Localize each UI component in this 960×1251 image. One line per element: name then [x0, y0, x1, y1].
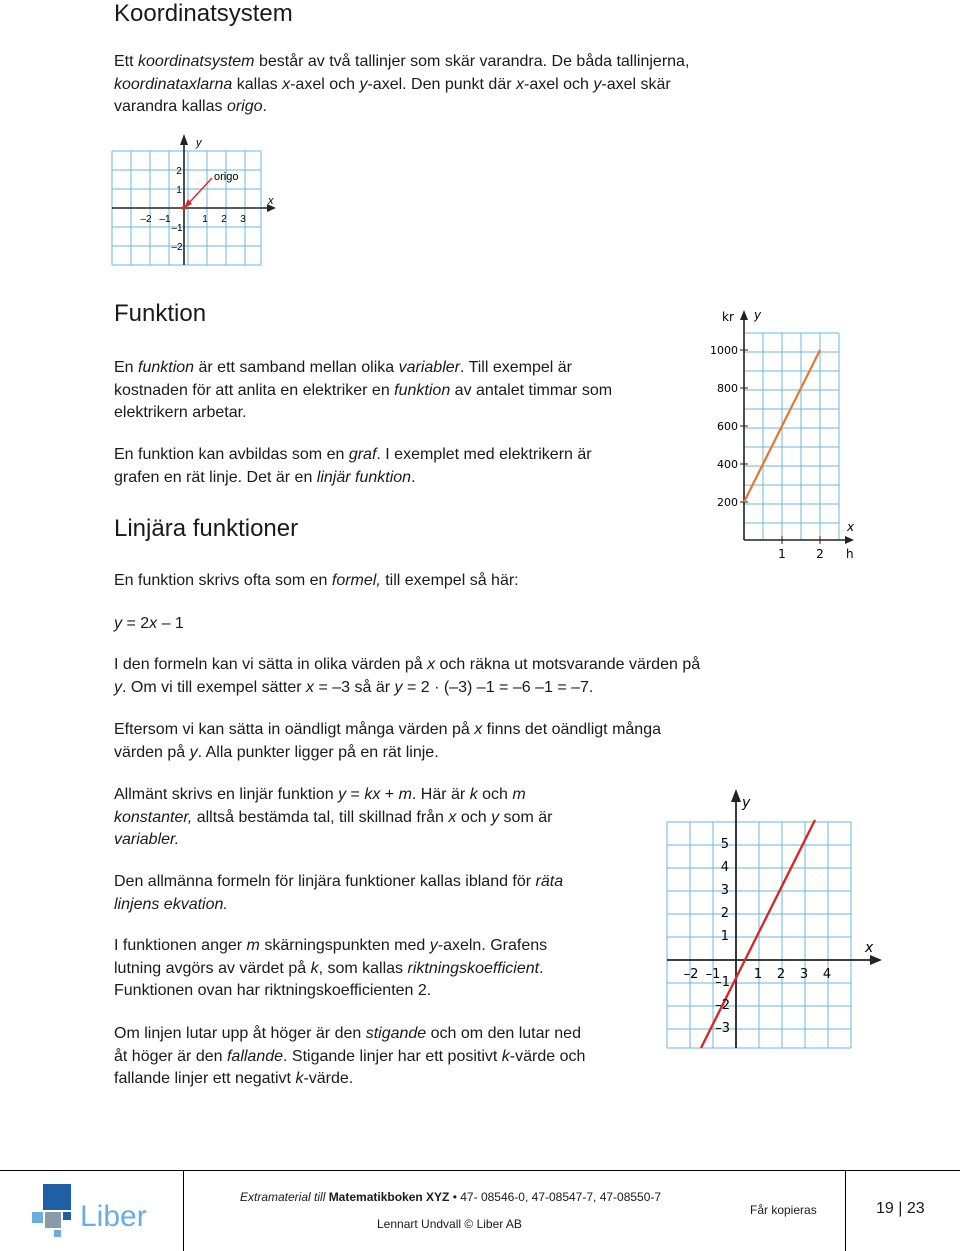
- linear-function-graph: [660, 775, 890, 1060]
- logo-square-icon: [45, 1212, 61, 1228]
- y-axis-label: y: [754, 308, 762, 322]
- x-tick: 2: [776, 967, 786, 982]
- logo-square-icon: [63, 1212, 71, 1220]
- x-tick: 4: [822, 967, 832, 982]
- x-axis-label: x: [268, 195, 274, 207]
- intro-paragraph: Ett koordinatsystem består av två tallinjer som skär varandra. De båda tallinjerna, koordinataxlarna kallas x-axel och y-axel. Den punkt där x-axel och y-axel skär varandra kallas origo.: [114, 53, 690, 115]
- footer-divider: [183, 1170, 184, 1251]
- x-axis-label: x: [847, 520, 855, 534]
- funktion-paragraph-1: En funktion är ett samband mellan olika variabler. Till exempel är kostnaden för att anlita en elektriker en funktion av antalet timmar som elektrikern arbetar.: [114, 359, 613, 421]
- x-tick: –2: [683, 967, 699, 982]
- footer-divider: [845, 1170, 846, 1251]
- y-axis-label: y: [196, 137, 202, 149]
- y-tick: –2: [715, 998, 730, 1013]
- footer-copy-note: Får kopieras: [750, 1203, 817, 1217]
- y-tick: 5: [720, 837, 729, 852]
- x-axis-label: x: [865, 940, 874, 956]
- x-tick: 2: [816, 547, 824, 561]
- y-tick: –3: [715, 1021, 730, 1036]
- formel-paragraph: En funktion skrivs ofta som en formel, till exempel så här:: [114, 572, 519, 589]
- y-tick: 1: [720, 929, 729, 944]
- y-tick: –1: [715, 975, 730, 990]
- formel-insattning-paragraph: I den formeln kan vi sätta in olika värden på x och räkna ut motsvarande värden på y. Om vi till exempel sätter x = –3 så är y = 2 · (–3) –1 = –6 –1 = –7.: [114, 656, 701, 696]
- y-tick: 800: [717, 382, 738, 395]
- page-number: 19 | 23: [876, 1200, 925, 1217]
- logo-square-icon: [43, 1184, 71, 1210]
- section-title-linjara-funktioner: Linjära funktioner: [114, 515, 299, 542]
- y-axis-label: y: [742, 795, 751, 811]
- funktion-paragraph-2: En funktion kan avbildas som en graf. I exemplet med elektrikern är grafen en rät linje. Det är en linjär funktion.: [114, 446, 592, 486]
- x-tick: 2: [221, 214, 227, 225]
- electrician-cost-graph: [700, 300, 870, 570]
- y-tick: 200: [717, 496, 738, 509]
- footer-top-rule: [0, 1170, 960, 1171]
- x-tick: –1: [159, 214, 171, 225]
- y-unit-label: kr: [722, 310, 734, 324]
- x-tick: –2: [140, 214, 152, 225]
- x-tick: 3: [799, 967, 809, 982]
- x-tick: 1: [202, 214, 208, 225]
- allmant-paragraph: Allmänt skrivs en linjär funktion y = kx + m. Här är k och m konstanter, alltså bestämda tal, till skillnad från x och y som är variabler.: [114, 786, 553, 848]
- x-tick: –1: [705, 967, 721, 982]
- x-tick: 1: [778, 547, 786, 561]
- y-tick: 2: [720, 906, 729, 921]
- footer-book-info: Extramaterial till Matematikboken XYZ • 47- 08546-0, 47-08547-7, 47-08550-7: [240, 1190, 662, 1204]
- logo-square-icon: [32, 1212, 43, 1223]
- formula-example: y = 2x – 1: [114, 615, 184, 632]
- y-tick: 2: [176, 166, 182, 177]
- origo-label: origo: [214, 171, 239, 183]
- page-title: Koordinatsystem: [114, 0, 293, 27]
- y-tick: –2: [171, 242, 183, 253]
- x-tick: 3: [240, 214, 246, 225]
- x-unit-label: h: [846, 547, 854, 561]
- rata-linjens-ekvation-paragraph: Den allmänna formeln för linjära funktioner kallas ibland för räta linjens ekvation.: [114, 873, 564, 913]
- coordinate-system-figure: [108, 128, 288, 268]
- y-tick: 3: [720, 883, 729, 898]
- x-tick: 1: [753, 967, 763, 982]
- y-tick: 1: [176, 185, 182, 196]
- y-tick: 1000: [710, 344, 738, 357]
- y-tick: 4: [720, 860, 729, 875]
- section-title-funktion: Funktion: [114, 300, 207, 327]
- y-tick: –1: [171, 223, 183, 234]
- logo-square-icon: [54, 1230, 61, 1237]
- y-tick: 400: [717, 458, 738, 471]
- oandligt-paragraph: Eftersom vi kan sätta in oändligt många värden på x finns det oändligt många värden på y. Alla punkter ligger på en rät linje.: [114, 721, 661, 761]
- liber-logo: [30, 1180, 180, 1240]
- footer-author: Lennart Undvall © Liber AB: [377, 1217, 522, 1231]
- logo-text: Liber: [80, 1200, 147, 1233]
- riktningskoefficient-paragraph: I funktionen anger m skärningspunkten med y-axeln. Grafens lutning avgörs av värdet på k, som kallas riktningskoefficient. Funktionen ovan har riktningskoefficienten 2.: [114, 937, 548, 999]
- y-tick: 600: [717, 420, 738, 433]
- stigande-fallande-paragraph: Om linjen lutar upp åt höger är den stigande och om den lutar ned åt höger är den fallande. Stigande linjer har ett positivt k-värde och fallande linjer ett negativt k-värde.: [114, 1025, 586, 1087]
